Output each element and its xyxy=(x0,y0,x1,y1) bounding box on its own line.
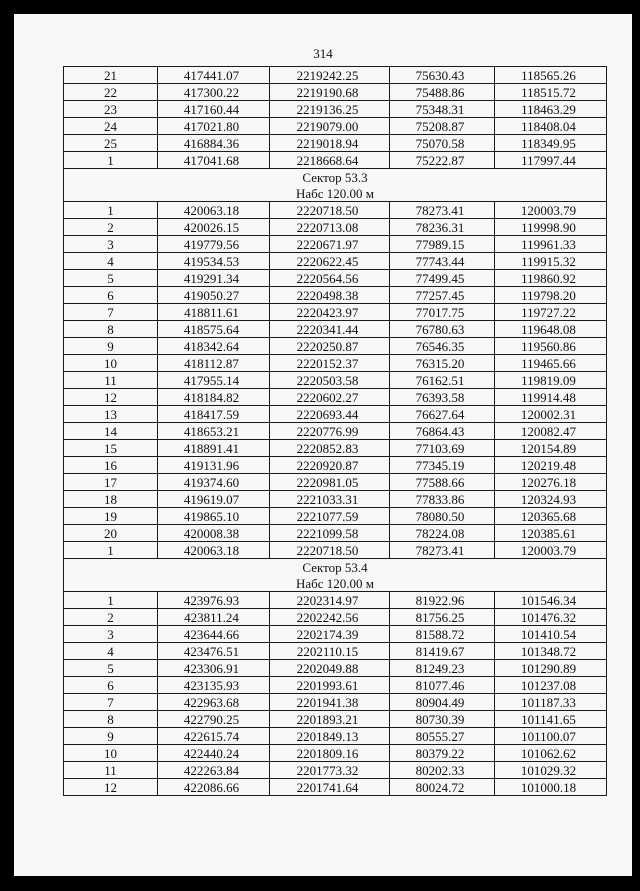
local-y-cell: 120082.47 xyxy=(495,423,607,440)
table-row xyxy=(64,101,607,118)
x-coordinate-cell: 423976.93 xyxy=(158,592,270,609)
local-y-cell: 101141.65 xyxy=(495,711,607,728)
y-coordinate-cell: 2220602.27 xyxy=(270,389,390,406)
local-y-cell: 101290.89 xyxy=(495,660,607,677)
local-x-cell: 78224.08 xyxy=(390,525,495,542)
point-number-cell: 20 xyxy=(64,525,158,542)
sector-height-label: Набс 120.00 м xyxy=(64,185,607,202)
y-coordinate-cell: 2220776.99 xyxy=(270,423,390,440)
coordinates-table xyxy=(63,66,607,796)
table-row xyxy=(64,423,607,440)
sector-header-row xyxy=(64,559,607,576)
x-coordinate-cell: 419534.53 xyxy=(158,253,270,270)
local-y-cell: 118349.95 xyxy=(495,135,607,152)
point-number-cell: 6 xyxy=(64,287,158,304)
point-number-cell: 12 xyxy=(64,779,158,796)
x-coordinate-cell: 422963.68 xyxy=(158,694,270,711)
local-y-cell: 118565.26 xyxy=(495,67,607,84)
y-coordinate-cell: 2201741.64 xyxy=(270,779,390,796)
local-x-cell: 76864.43 xyxy=(390,423,495,440)
point-number-cell: 3 xyxy=(64,626,158,643)
point-number-cell: 7 xyxy=(64,694,158,711)
point-number-cell: 4 xyxy=(64,253,158,270)
x-coordinate-cell: 420008.38 xyxy=(158,525,270,542)
point-number-cell: 1 xyxy=(64,542,158,559)
point-number-cell: 17 xyxy=(64,474,158,491)
x-coordinate-cell: 417300.22 xyxy=(158,84,270,101)
table-row xyxy=(64,406,607,423)
x-coordinate-cell: 417041.68 xyxy=(158,152,270,169)
point-number-cell: 15 xyxy=(64,440,158,457)
local-x-cell: 76162.51 xyxy=(390,372,495,389)
local-y-cell: 119914.48 xyxy=(495,389,607,406)
y-coordinate-cell: 2220564.56 xyxy=(270,270,390,287)
local-y-cell: 101187.33 xyxy=(495,694,607,711)
table-row xyxy=(64,762,607,779)
x-coordinate-cell: 419050.27 xyxy=(158,287,270,304)
point-number-cell: 11 xyxy=(64,762,158,779)
x-coordinate-cell: 418417.59 xyxy=(158,406,270,423)
point-number-cell: 14 xyxy=(64,423,158,440)
local-x-cell: 78080.50 xyxy=(390,508,495,525)
y-coordinate-cell: 2220920.87 xyxy=(270,457,390,474)
table-row xyxy=(64,779,607,796)
x-coordinate-cell: 417160.44 xyxy=(158,101,270,118)
local-x-cell: 78236.31 xyxy=(390,219,495,236)
local-y-cell: 120324.93 xyxy=(495,491,607,508)
x-coordinate-cell: 420026.15 xyxy=(158,219,270,236)
local-y-cell: 118515.72 xyxy=(495,84,607,101)
point-number-cell: 9 xyxy=(64,728,158,745)
y-coordinate-cell: 2220622.45 xyxy=(270,253,390,270)
point-number-cell: 13 xyxy=(64,406,158,423)
local-y-cell: 101237.08 xyxy=(495,677,607,694)
local-x-cell: 81249.23 xyxy=(390,660,495,677)
y-coordinate-cell: 2202174.39 xyxy=(270,626,390,643)
point-number-cell: 1 xyxy=(64,592,158,609)
y-coordinate-cell: 2219079.00 xyxy=(270,118,390,135)
table-row xyxy=(64,626,607,643)
table-row xyxy=(64,202,607,219)
x-coordinate-cell: 423644.66 xyxy=(158,626,270,643)
x-coordinate-cell: 418653.21 xyxy=(158,423,270,440)
table-row xyxy=(64,728,607,745)
local-x-cell: 77257.45 xyxy=(390,287,495,304)
y-coordinate-cell: 2202242.56 xyxy=(270,609,390,626)
point-number-cell: 9 xyxy=(64,338,158,355)
table-row xyxy=(64,287,607,304)
y-coordinate-cell: 2220250.87 xyxy=(270,338,390,355)
table-row xyxy=(64,440,607,457)
local-x-cell: 77833.86 xyxy=(390,491,495,508)
y-coordinate-cell: 2218668.64 xyxy=(270,152,390,169)
y-coordinate-cell: 2220498.38 xyxy=(270,287,390,304)
local-y-cell: 119915.32 xyxy=(495,253,607,270)
local-y-cell: 120276.18 xyxy=(495,474,607,491)
table-row xyxy=(64,236,607,253)
point-number-cell: 2 xyxy=(64,219,158,236)
table-row xyxy=(64,643,607,660)
local-y-cell: 120002.31 xyxy=(495,406,607,423)
local-x-cell: 75208.87 xyxy=(390,118,495,135)
local-y-cell: 119465.66 xyxy=(495,355,607,372)
y-coordinate-cell: 2221033.31 xyxy=(270,491,390,508)
table-row xyxy=(64,592,607,609)
point-number-cell: 2 xyxy=(64,609,158,626)
table-row xyxy=(64,118,607,135)
table-row xyxy=(64,677,607,694)
local-y-cell: 120385.61 xyxy=(495,525,607,542)
x-coordinate-cell: 417441.07 xyxy=(158,67,270,84)
local-x-cell: 75070.58 xyxy=(390,135,495,152)
y-coordinate-cell: 2220341.44 xyxy=(270,321,390,338)
local-x-cell: 77743.44 xyxy=(390,253,495,270)
local-x-cell: 80904.49 xyxy=(390,694,495,711)
local-y-cell: 118408.04 xyxy=(495,118,607,135)
point-number-cell: 1 xyxy=(64,202,158,219)
x-coordinate-cell: 418342.64 xyxy=(158,338,270,355)
point-number-cell: 5 xyxy=(64,270,158,287)
local-x-cell: 80202.33 xyxy=(390,762,495,779)
local-x-cell: 80555.27 xyxy=(390,728,495,745)
table-row xyxy=(64,542,607,559)
x-coordinate-cell: 422790.25 xyxy=(158,711,270,728)
y-coordinate-cell: 2220981.05 xyxy=(270,474,390,491)
local-y-cell: 119798.20 xyxy=(495,287,607,304)
local-y-cell: 101546.34 xyxy=(495,592,607,609)
local-y-cell: 120154.89 xyxy=(495,440,607,457)
y-coordinate-cell: 2220671.97 xyxy=(270,236,390,253)
local-x-cell: 81756.25 xyxy=(390,609,495,626)
local-y-cell: 119998.90 xyxy=(495,219,607,236)
local-x-cell: 76780.63 xyxy=(390,321,495,338)
table-row xyxy=(64,389,607,406)
point-number-cell: 11 xyxy=(64,372,158,389)
sector-height-row xyxy=(64,575,607,592)
y-coordinate-cell: 2219136.25 xyxy=(270,101,390,118)
y-coordinate-cell: 2220852.83 xyxy=(270,440,390,457)
table-row xyxy=(64,152,607,169)
local-x-cell: 76627.64 xyxy=(390,406,495,423)
x-coordinate-cell: 419619.07 xyxy=(158,491,270,508)
point-number-cell: 23 xyxy=(64,101,158,118)
y-coordinate-cell: 2220713.08 xyxy=(270,219,390,236)
x-coordinate-cell: 418184.82 xyxy=(158,389,270,406)
local-x-cell: 77499.45 xyxy=(390,270,495,287)
x-coordinate-cell: 423135.93 xyxy=(158,677,270,694)
x-coordinate-cell: 418575.64 xyxy=(158,321,270,338)
y-coordinate-cell: 2220423.97 xyxy=(270,304,390,321)
table-row xyxy=(64,67,607,84)
point-number-cell: 8 xyxy=(64,321,158,338)
y-coordinate-cell: 2201893.21 xyxy=(270,711,390,728)
local-x-cell: 77345.19 xyxy=(390,457,495,474)
local-x-cell: 75348.31 xyxy=(390,101,495,118)
local-y-cell: 101062.62 xyxy=(495,745,607,762)
sector-height-row xyxy=(64,185,607,202)
point-number-cell: 6 xyxy=(64,677,158,694)
local-x-cell: 77588.66 xyxy=(390,474,495,491)
local-x-cell: 78273.41 xyxy=(390,542,495,559)
local-y-cell: 101348.72 xyxy=(495,643,607,660)
y-coordinate-cell: 2220152.37 xyxy=(270,355,390,372)
x-coordinate-cell: 416884.36 xyxy=(158,135,270,152)
local-x-cell: 78273.41 xyxy=(390,202,495,219)
local-x-cell: 77103.69 xyxy=(390,440,495,457)
y-coordinate-cell: 2201941.38 xyxy=(270,694,390,711)
y-coordinate-cell: 2220718.50 xyxy=(270,542,390,559)
x-coordinate-cell: 419131.96 xyxy=(158,457,270,474)
y-coordinate-cell: 2202314.97 xyxy=(270,592,390,609)
table-row xyxy=(64,508,607,525)
point-number-cell: 25 xyxy=(64,135,158,152)
page-number: 314 xyxy=(313,46,333,61)
x-coordinate-cell: 422440.24 xyxy=(158,745,270,762)
y-coordinate-cell: 2219242.25 xyxy=(270,67,390,84)
point-number-cell: 16 xyxy=(64,457,158,474)
local-x-cell: 81419.67 xyxy=(390,643,495,660)
sector-title: Сектор 53.4 xyxy=(64,559,607,576)
sector-height-label: Набс 120.00 м xyxy=(64,575,607,592)
local-x-cell: 81922.96 xyxy=(390,592,495,609)
x-coordinate-cell: 423811.24 xyxy=(158,609,270,626)
x-coordinate-cell: 419779.56 xyxy=(158,236,270,253)
y-coordinate-cell: 2220503.58 xyxy=(270,372,390,389)
y-coordinate-cell: 2219018.94 xyxy=(270,135,390,152)
sector-header-row xyxy=(64,169,607,186)
table-row xyxy=(64,525,607,542)
document-page xyxy=(14,14,632,876)
local-x-cell: 76393.58 xyxy=(390,389,495,406)
table-row xyxy=(64,491,607,508)
table-row xyxy=(64,219,607,236)
point-number-cell: 4 xyxy=(64,643,158,660)
x-coordinate-cell: 418891.41 xyxy=(158,440,270,457)
local-y-cell: 101100.07 xyxy=(495,728,607,745)
table-row xyxy=(64,355,607,372)
local-x-cell: 75488.86 xyxy=(390,84,495,101)
x-coordinate-cell: 417955.14 xyxy=(158,372,270,389)
x-coordinate-cell: 419374.60 xyxy=(158,474,270,491)
local-y-cell: 101000.18 xyxy=(495,779,607,796)
coordinates-table-body xyxy=(64,67,607,796)
y-coordinate-cell: 2202049.88 xyxy=(270,660,390,677)
local-y-cell: 119648.08 xyxy=(495,321,607,338)
y-coordinate-cell: 2219190.68 xyxy=(270,84,390,101)
y-coordinate-cell: 2221099.58 xyxy=(270,525,390,542)
local-y-cell: 118463.29 xyxy=(495,101,607,118)
table-row xyxy=(64,660,607,677)
point-number-cell: 7 xyxy=(64,304,158,321)
table-row xyxy=(64,711,607,728)
local-y-cell: 119860.92 xyxy=(495,270,607,287)
x-coordinate-cell: 422263.84 xyxy=(158,762,270,779)
y-coordinate-cell: 2201773.32 xyxy=(270,762,390,779)
point-number-cell: 12 xyxy=(64,389,158,406)
table-row xyxy=(64,135,607,152)
local-x-cell: 77017.75 xyxy=(390,304,495,321)
local-x-cell: 75630.43 xyxy=(390,67,495,84)
x-coordinate-cell: 419865.10 xyxy=(158,508,270,525)
local-y-cell: 101029.32 xyxy=(495,762,607,779)
x-coordinate-cell: 420063.18 xyxy=(158,202,270,219)
point-number-cell: 8 xyxy=(64,711,158,728)
x-coordinate-cell: 418112.87 xyxy=(158,355,270,372)
local-y-cell: 120219.48 xyxy=(495,457,607,474)
point-number-cell: 21 xyxy=(64,67,158,84)
point-number-cell: 22 xyxy=(64,84,158,101)
point-number-cell: 5 xyxy=(64,660,158,677)
sector-title: Сектор 53.3 xyxy=(64,169,607,186)
x-coordinate-cell: 423476.51 xyxy=(158,643,270,660)
table-row xyxy=(64,457,607,474)
table-row xyxy=(64,84,607,101)
local-x-cell: 81588.72 xyxy=(390,626,495,643)
x-coordinate-cell: 422615.74 xyxy=(158,728,270,745)
local-y-cell: 119961.33 xyxy=(495,236,607,253)
local-y-cell: 117997.44 xyxy=(495,152,607,169)
y-coordinate-cell: 2220693.44 xyxy=(270,406,390,423)
table-row xyxy=(64,372,607,389)
local-x-cell: 76546.35 xyxy=(390,338,495,355)
local-x-cell: 75222.87 xyxy=(390,152,495,169)
y-coordinate-cell: 2221077.59 xyxy=(270,508,390,525)
table-row xyxy=(64,338,607,355)
x-coordinate-cell: 420063.18 xyxy=(158,542,270,559)
point-number-cell: 19 xyxy=(64,508,158,525)
local-y-cell: 101410.54 xyxy=(495,626,607,643)
local-x-cell: 80730.39 xyxy=(390,711,495,728)
local-y-cell: 120003.79 xyxy=(495,202,607,219)
y-coordinate-cell: 2201849.13 xyxy=(270,728,390,745)
x-coordinate-cell: 419291.34 xyxy=(158,270,270,287)
local-x-cell: 80379.22 xyxy=(390,745,495,762)
point-number-cell: 10 xyxy=(64,355,158,372)
point-number-cell: 3 xyxy=(64,236,158,253)
x-coordinate-cell: 418811.61 xyxy=(158,304,270,321)
local-y-cell: 119727.22 xyxy=(495,304,607,321)
point-number-cell: 18 xyxy=(64,491,158,508)
table-row xyxy=(64,609,607,626)
point-number-cell: 1 xyxy=(64,152,158,169)
point-number-cell: 24 xyxy=(64,118,158,135)
table-row xyxy=(64,474,607,491)
local-y-cell: 120003.79 xyxy=(495,542,607,559)
point-number-cell: 10 xyxy=(64,745,158,762)
y-coordinate-cell: 2202110.15 xyxy=(270,643,390,660)
local-y-cell: 119560.86 xyxy=(495,338,607,355)
table-row xyxy=(64,304,607,321)
local-x-cell: 77989.15 xyxy=(390,236,495,253)
table-row xyxy=(64,270,607,287)
local-y-cell: 120365.68 xyxy=(495,508,607,525)
x-coordinate-cell: 423306.91 xyxy=(158,660,270,677)
local-x-cell: 81077.46 xyxy=(390,677,495,694)
table-row xyxy=(64,321,607,338)
table-row xyxy=(64,694,607,711)
local-y-cell: 119819.09 xyxy=(495,372,607,389)
y-coordinate-cell: 2201809.16 xyxy=(270,745,390,762)
x-coordinate-cell: 422086.66 xyxy=(158,779,270,796)
y-coordinate-cell: 2201993.61 xyxy=(270,677,390,694)
y-coordinate-cell: 2220718.50 xyxy=(270,202,390,219)
x-coordinate-cell: 417021.80 xyxy=(158,118,270,135)
table-row xyxy=(64,253,607,270)
local-y-cell: 101476.32 xyxy=(495,609,607,626)
local-x-cell: 76315.20 xyxy=(390,355,495,372)
local-x-cell: 80024.72 xyxy=(390,779,495,796)
table-row xyxy=(64,745,607,762)
